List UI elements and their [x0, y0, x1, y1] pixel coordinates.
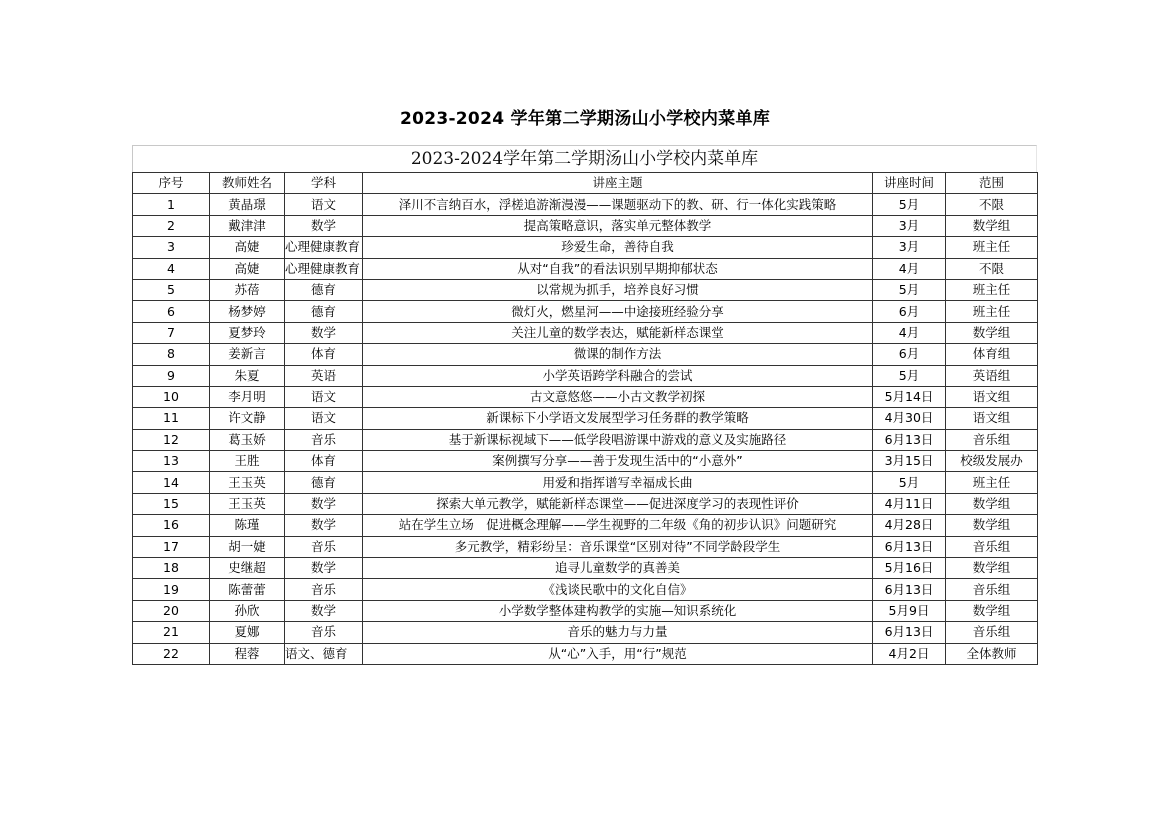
cell-topic: 案例撰写分享——善于发现生活中的“小意外” — [363, 451, 873, 472]
cell-number: 13 — [133, 451, 210, 472]
cell-scope: 语文组 — [946, 386, 1038, 407]
cell-number: 4 — [133, 258, 210, 279]
cell-topic: 新课标下小学语文发展型学习任务群的教学策略 — [363, 408, 873, 429]
cell-subject: 心理健康教育 — [285, 258, 363, 279]
cell-teacher: 程蓉 — [210, 643, 285, 664]
cell-number: 17 — [133, 536, 210, 557]
cell-subject: 语文、德育 — [285, 643, 363, 664]
cell-subject: 体育 — [285, 344, 363, 365]
table-row — [133, 215, 1038, 236]
cell-teacher: 夏娜 — [210, 622, 285, 643]
cell-teacher: 史继超 — [210, 558, 285, 579]
cell-subject: 英语 — [285, 365, 363, 386]
cell-number: 11 — [133, 408, 210, 429]
table-row — [133, 493, 1038, 514]
cell-scope: 数学组 — [946, 558, 1038, 579]
table-row — [133, 408, 1038, 429]
table-row — [133, 579, 1038, 600]
cell-subject: 音乐 — [285, 579, 363, 600]
cell-topic: 以常规为抓手，培养良好习惯 — [363, 279, 873, 300]
cell-topic: 珍爱生命，善待自我 — [363, 237, 873, 258]
cell-topic: 多元教学，精彩纷呈：音乐课堂“区别对待”不同学龄段学生 — [363, 536, 873, 557]
cell-number: 15 — [133, 493, 210, 514]
cell-subject: 德育 — [285, 301, 363, 322]
column-header-number: 序号 — [133, 173, 210, 194]
table-row — [133, 536, 1038, 557]
cell-teacher: 高婕 — [210, 237, 285, 258]
cell-teacher: 孙欣 — [210, 600, 285, 621]
cell-time: 6月13日 — [873, 536, 946, 557]
cell-scope: 不限 — [946, 194, 1038, 215]
column-header-teacher: 教师姓名 — [210, 173, 285, 194]
cell-scope: 音乐组 — [946, 622, 1038, 643]
cell-number: 19 — [133, 579, 210, 600]
cell-time: 4月28日 — [873, 515, 946, 536]
column-header-scope: 范围 — [946, 173, 1038, 194]
cell-topic: 微灯火，燃星河——中途接班经验分享 — [363, 301, 873, 322]
table-row — [133, 429, 1038, 450]
cell-time: 6月13日 — [873, 622, 946, 643]
cell-teacher: 葛玉娇 — [210, 429, 285, 450]
cell-time: 5月9日 — [873, 600, 946, 621]
cell-subject: 数学 — [285, 515, 363, 536]
cell-scope: 班主任 — [946, 301, 1038, 322]
cell-number: 1 — [133, 194, 210, 215]
cell-time: 5月14日 — [873, 386, 946, 407]
cell-scope: 音乐组 — [946, 536, 1038, 557]
cell-number: 12 — [133, 429, 210, 450]
cell-scope: 数学组 — [946, 322, 1038, 343]
cell-subject: 数学 — [285, 215, 363, 236]
cell-subject: 语文 — [285, 386, 363, 407]
cell-number: 8 — [133, 344, 210, 365]
cell-subject: 德育 — [285, 472, 363, 493]
table-row — [133, 622, 1038, 643]
cell-subject: 德育 — [285, 279, 363, 300]
cell-teacher: 朱夏 — [210, 365, 285, 386]
cell-topic: 用爱和指挥谱写幸福成长曲 — [363, 472, 873, 493]
cell-topic: 古文意悠悠——小古文教学初探 — [363, 386, 873, 407]
cell-topic: 提高策略意识，落实单元整体教学 — [363, 215, 873, 236]
cell-number: 21 — [133, 622, 210, 643]
cell-scope: 体育组 — [946, 344, 1038, 365]
cell-teacher: 陈瑾 — [210, 515, 285, 536]
cell-scope: 校级发展办 — [946, 451, 1038, 472]
cell-topic: 关注儿童的数学表达，赋能新样态课堂 — [363, 322, 873, 343]
cell-number: 7 — [133, 322, 210, 343]
cell-topic: 从“心”入手，用“行”规范 — [363, 643, 873, 664]
cell-scope: 数学组 — [946, 600, 1038, 621]
cell-subject: 音乐 — [285, 429, 363, 450]
cell-topic: 站在学生立场 促进概念理解——学生视野的二年级《角的初步认识》问题研究 — [363, 515, 873, 536]
cell-time: 6月 — [873, 301, 946, 322]
cell-time: 4月 — [873, 258, 946, 279]
cell-number: 14 — [133, 472, 210, 493]
cell-scope: 班主任 — [946, 237, 1038, 258]
cell-number: 2 — [133, 215, 210, 236]
cell-number: 18 — [133, 558, 210, 579]
cell-subject: 语文 — [285, 194, 363, 215]
cell-teacher: 杨梦婷 — [210, 301, 285, 322]
cell-scope: 数学组 — [946, 515, 1038, 536]
table-row — [133, 258, 1038, 279]
spreadsheet-table — [132, 145, 1037, 665]
column-header-time: 讲座时间 — [873, 173, 946, 194]
table-row — [133, 643, 1038, 664]
cell-topic: 微课的制作方法 — [363, 344, 873, 365]
cell-subject: 数学 — [285, 600, 363, 621]
cell-time: 4月11日 — [873, 493, 946, 514]
cell-subject: 数学 — [285, 493, 363, 514]
cell-teacher: 苏蓓 — [210, 279, 285, 300]
cell-number: 16 — [133, 515, 210, 536]
cell-subject: 数学 — [285, 322, 363, 343]
cell-scope: 全体教师 — [946, 643, 1038, 664]
cell-teacher: 王胜 — [210, 451, 285, 472]
cell-number: 10 — [133, 386, 210, 407]
cell-subject: 数学 — [285, 558, 363, 579]
table-row — [133, 558, 1038, 579]
cell-teacher: 高婕 — [210, 258, 285, 279]
column-header-topic: 讲座主题 — [363, 173, 873, 194]
table-body — [133, 194, 1038, 665]
cell-subject: 语文 — [285, 408, 363, 429]
cell-scope: 语文组 — [946, 408, 1038, 429]
cell-teacher: 王玉英 — [210, 472, 285, 493]
cell-time: 3月 — [873, 237, 946, 258]
cell-scope: 音乐组 — [946, 579, 1038, 600]
cell-time: 5月 — [873, 365, 946, 386]
table-row — [133, 365, 1038, 386]
cell-teacher: 姜新言 — [210, 344, 285, 365]
cell-subject: 体育 — [285, 451, 363, 472]
cell-subject: 音乐 — [285, 622, 363, 643]
table-row — [133, 515, 1038, 536]
cell-number: 22 — [133, 643, 210, 664]
cell-time: 5月 — [873, 194, 946, 215]
cell-time: 6月13日 — [873, 579, 946, 600]
column-header-subject: 学科 — [285, 173, 363, 194]
cell-topic: 小学数学整体建构教学的实施—知识系统化 — [363, 600, 873, 621]
cell-number: 20 — [133, 600, 210, 621]
table-row — [133, 344, 1038, 365]
cell-number: 6 — [133, 301, 210, 322]
cell-scope: 班主任 — [946, 279, 1038, 300]
cell-scope: 班主任 — [946, 472, 1038, 493]
cell-time: 6月 — [873, 344, 946, 365]
cell-subject: 心理健康教育 — [285, 237, 363, 258]
table-row — [133, 600, 1038, 621]
cell-time: 4月2日 — [873, 643, 946, 664]
cell-time: 4月30日 — [873, 408, 946, 429]
cell-teacher: 夏梦玲 — [210, 322, 285, 343]
cell-scope: 音乐组 — [946, 429, 1038, 450]
table-row — [133, 386, 1038, 407]
table-row — [133, 451, 1038, 472]
table-row — [133, 472, 1038, 493]
table-row — [133, 237, 1038, 258]
cell-time: 4月 — [873, 322, 946, 343]
cell-topic: 小学英语跨学科融合的尝试 — [363, 365, 873, 386]
cell-subject: 音乐 — [285, 536, 363, 557]
sheet-banner-title: 2023-2024学年第二学期汤山小学校内菜单库 — [132, 145, 1037, 172]
cell-scope: 数学组 — [946, 493, 1038, 514]
cell-scope: 不限 — [946, 258, 1038, 279]
cell-time: 3月 — [873, 215, 946, 236]
cell-teacher: 胡一婕 — [210, 536, 285, 557]
cell-topic: 追寻儿童数学的真善美 — [363, 558, 873, 579]
cell-topic: 从对“自我”的看法识别早期抑郁状态 — [363, 258, 873, 279]
cell-topic: 泽川不言纳百水，浮槎追游渐漫漫——课题驱动下的教、研、行一体化实践策略 — [363, 194, 873, 215]
table-header-row — [133, 173, 1038, 194]
cell-number: 3 — [133, 237, 210, 258]
cell-topic: 音乐的魅力与力量 — [363, 622, 873, 643]
table-row — [133, 194, 1038, 215]
cell-time: 3月15日 — [873, 451, 946, 472]
cell-teacher: 戴津津 — [210, 215, 285, 236]
cell-number: 9 — [133, 365, 210, 386]
cell-topic: 基于新课标视域下——低学段唱游课中游戏的意义及实施路径 — [363, 429, 873, 450]
cell-scope: 英语组 — [946, 365, 1038, 386]
lecture-menu-table — [132, 172, 1038, 665]
cell-number: 5 — [133, 279, 210, 300]
table-row — [133, 322, 1038, 343]
cell-topic: 探索大单元教学，赋能新样态课堂——促进深度学习的表现性评价 — [363, 493, 873, 514]
cell-time: 5月 — [873, 279, 946, 300]
table-row — [133, 279, 1038, 300]
cell-teacher: 李月明 — [210, 386, 285, 407]
cell-time: 6月13日 — [873, 429, 946, 450]
cell-teacher: 陈蕾蕾 — [210, 579, 285, 600]
cell-time: 5月 — [873, 472, 946, 493]
cell-teacher: 许文静 — [210, 408, 285, 429]
cell-scope: 数学组 — [946, 215, 1038, 236]
cell-time: 5月16日 — [873, 558, 946, 579]
cell-teacher: 王玉英 — [210, 493, 285, 514]
document-title: 2023-2024 学年第二学期汤山小学校内菜单库 — [399, 109, 771, 129]
cell-topic: 《浅谈民歌中的文化自信》 — [363, 579, 873, 600]
cell-teacher: 黄晶璟 — [210, 194, 285, 215]
table-row — [133, 301, 1038, 322]
